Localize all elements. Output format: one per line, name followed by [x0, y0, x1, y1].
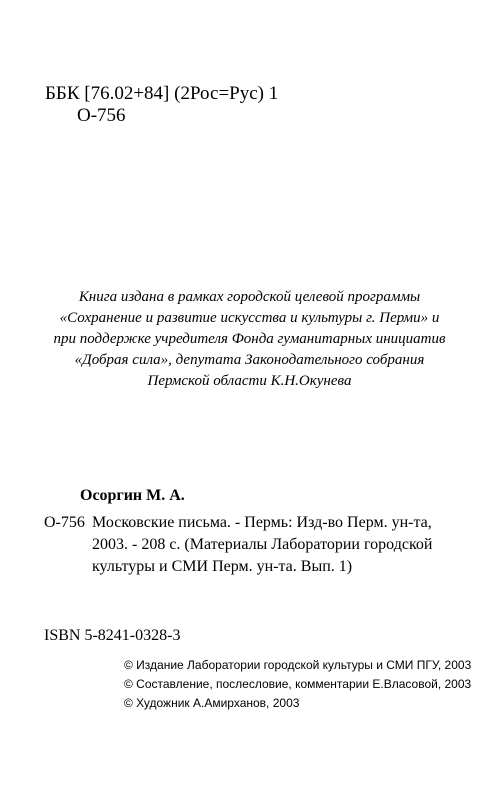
copyright-line: © Издание Лаборатории городской культуры и СМИ ПГУ, 2003: [124, 658, 472, 672]
funding-line: Книга издана в рамках городской целевой программы: [78, 289, 421, 305]
bbk-classification: ББК [76.02+84] (2Рос=Рус) 1: [45, 83, 279, 104]
description-line: 2003. - 208 с. (Материалы Лаборатории городской: [92, 536, 433, 553]
funding-line: Пермской области К.Н.Окунева: [147, 373, 352, 389]
record-author-sign: О-756: [44, 514, 85, 531]
copyright-line: © Составление, послесловие, комментарии Е.Власовой, 2003: [124, 677, 472, 691]
isbn: ISBN 5-8241-0328-3: [44, 627, 181, 644]
funding-line: при поддержке учредителя Фонда гуманитарных инициатив: [53, 331, 446, 347]
bibliographic-description: [92, 512, 432, 578]
author-sign: О-756: [77, 105, 126, 126]
copyright-line: © Художник А.Амирханов, 2003: [124, 696, 300, 710]
book-author: Осоргин М. А.: [80, 487, 185, 504]
funding-note: [0, 287, 499, 392]
funding-line: «Сохранение и развитие искусства и культуры г. Перми» и: [59, 310, 440, 326]
description-line: культуры и СМИ Перм. ун-та. Вып. 1): [92, 558, 353, 575]
funding-line: «Добрая сила», депутата Законодательного собрания: [74, 352, 425, 368]
description-line: Московские письма. - Пермь: Изд-во Перм. ун-та,: [92, 514, 432, 531]
copyright-block: [124, 656, 471, 713]
